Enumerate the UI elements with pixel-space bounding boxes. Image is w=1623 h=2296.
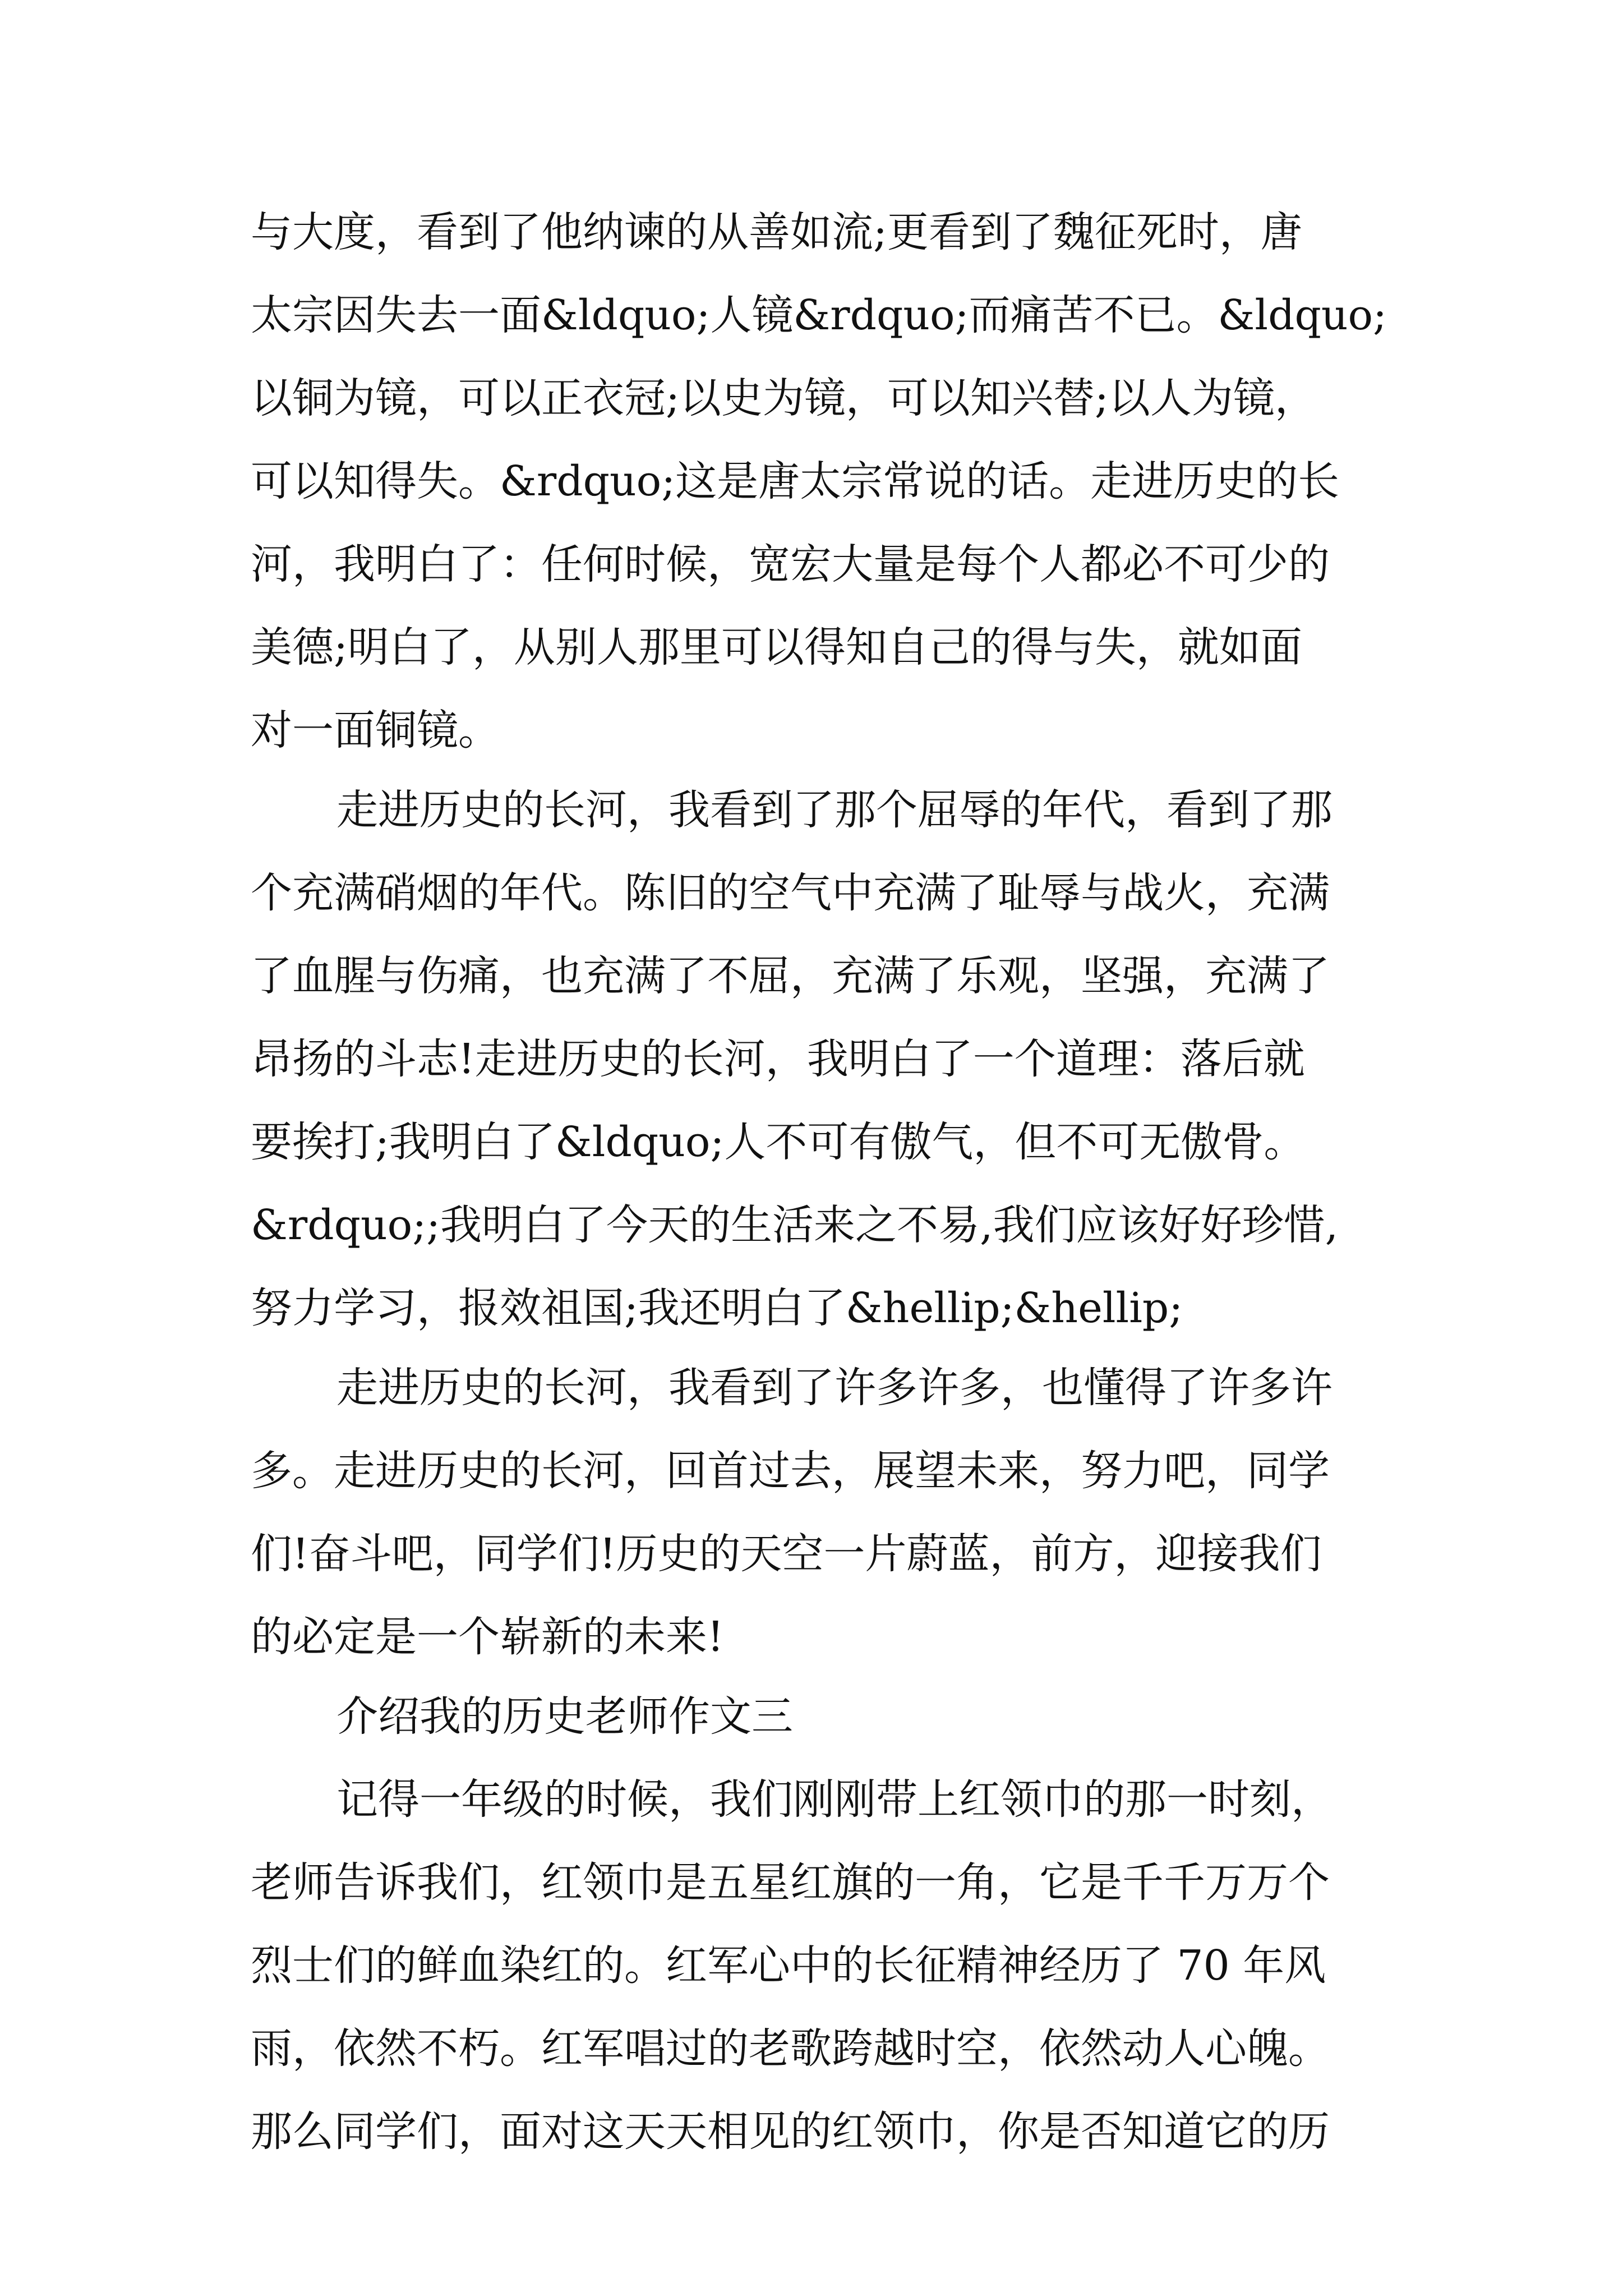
text-line: 可以知得失。&rdquo;这是唐太宗常说的话。走进历史的长 xyxy=(251,457,1340,505)
text-line: 们!奋斗吧，同学们!历史的天空一片蔚蓝，前方，迎接我们 xyxy=(251,1530,1322,1578)
text-line: 河，我明白了：任何时候，宽宏大量是每个人都必不可少的 xyxy=(251,540,1330,588)
text-line: 烈士们的鲜血染红的。红军心中的长征精神经历了 70 年风 xyxy=(251,1941,1326,1990)
text-line: &rdquo;;我明白了今天的生活来之不易,我们应该好好珍惜, xyxy=(251,1201,1339,1249)
text-line: 要挨打;我明白了&ldquo;人不可有傲气，但不可无傲骨。 xyxy=(251,1118,1306,1166)
text-line: 美德;明白了，从别人那里可以得知自己的得与失，就如面 xyxy=(251,623,1302,671)
text-line: 太宗因失去一面&ldquo;人镜&rdquo;而痛苦不已。&ldquo; xyxy=(251,291,1387,339)
text-line: 了血腥与伤痛，也充满了不屈，充满了乐观，坚强，充满了 xyxy=(251,952,1330,1000)
text-line: 老师告诉我们，红领巾是五星红旗的一角，它是千千万万个 xyxy=(251,1858,1330,1907)
text-line: 记得一年级的时候，我们刚刚带上红领巾的那一时刻， xyxy=(336,1775,1332,1824)
text-line: 努力学习，报效祖国;我还明白了&hellip;&hellip; xyxy=(251,1284,1183,1332)
text-line: 多。走进历史的长河，回首过去，展望未来，努力吧，同学 xyxy=(251,1447,1330,1495)
text-line: 走进历史的长河，我看到了那个屈辱的年代，看到了那 xyxy=(336,786,1332,834)
text-line: 以铜为镜，可以正衣冠;以史为镜，可以知兴替;以人为镜， xyxy=(251,374,1316,422)
text-line: 走进历史的长河，我看到了许多许多，也懂得了许多许 xyxy=(336,1364,1332,1412)
text-line: 昂扬的斗志!走进历史的长河，我明白了一个道理：落后就 xyxy=(251,1035,1305,1083)
text-line: 那么同学们，面对这天天相见的红领巾，你是否知道它的历 xyxy=(251,2108,1330,2156)
text-line: 的必定是一个崭新的未来! xyxy=(251,1613,724,1661)
text-line: 与大度，看到了他纳谏的从善如流;更看到了魏征死时，唐 xyxy=(251,208,1302,256)
text-line: 雨，依然不朽。红军唱过的老歌跨越时空，依然动人心魄。 xyxy=(251,2024,1330,2073)
text-line: 对一面铜镜。 xyxy=(251,706,500,754)
text-line: 个充满硝烟的年代。陈旧的空气中充满了耻辱与战火，充满 xyxy=(251,869,1330,917)
section-heading: 介绍我的历史老师作文三 xyxy=(336,1692,793,1741)
